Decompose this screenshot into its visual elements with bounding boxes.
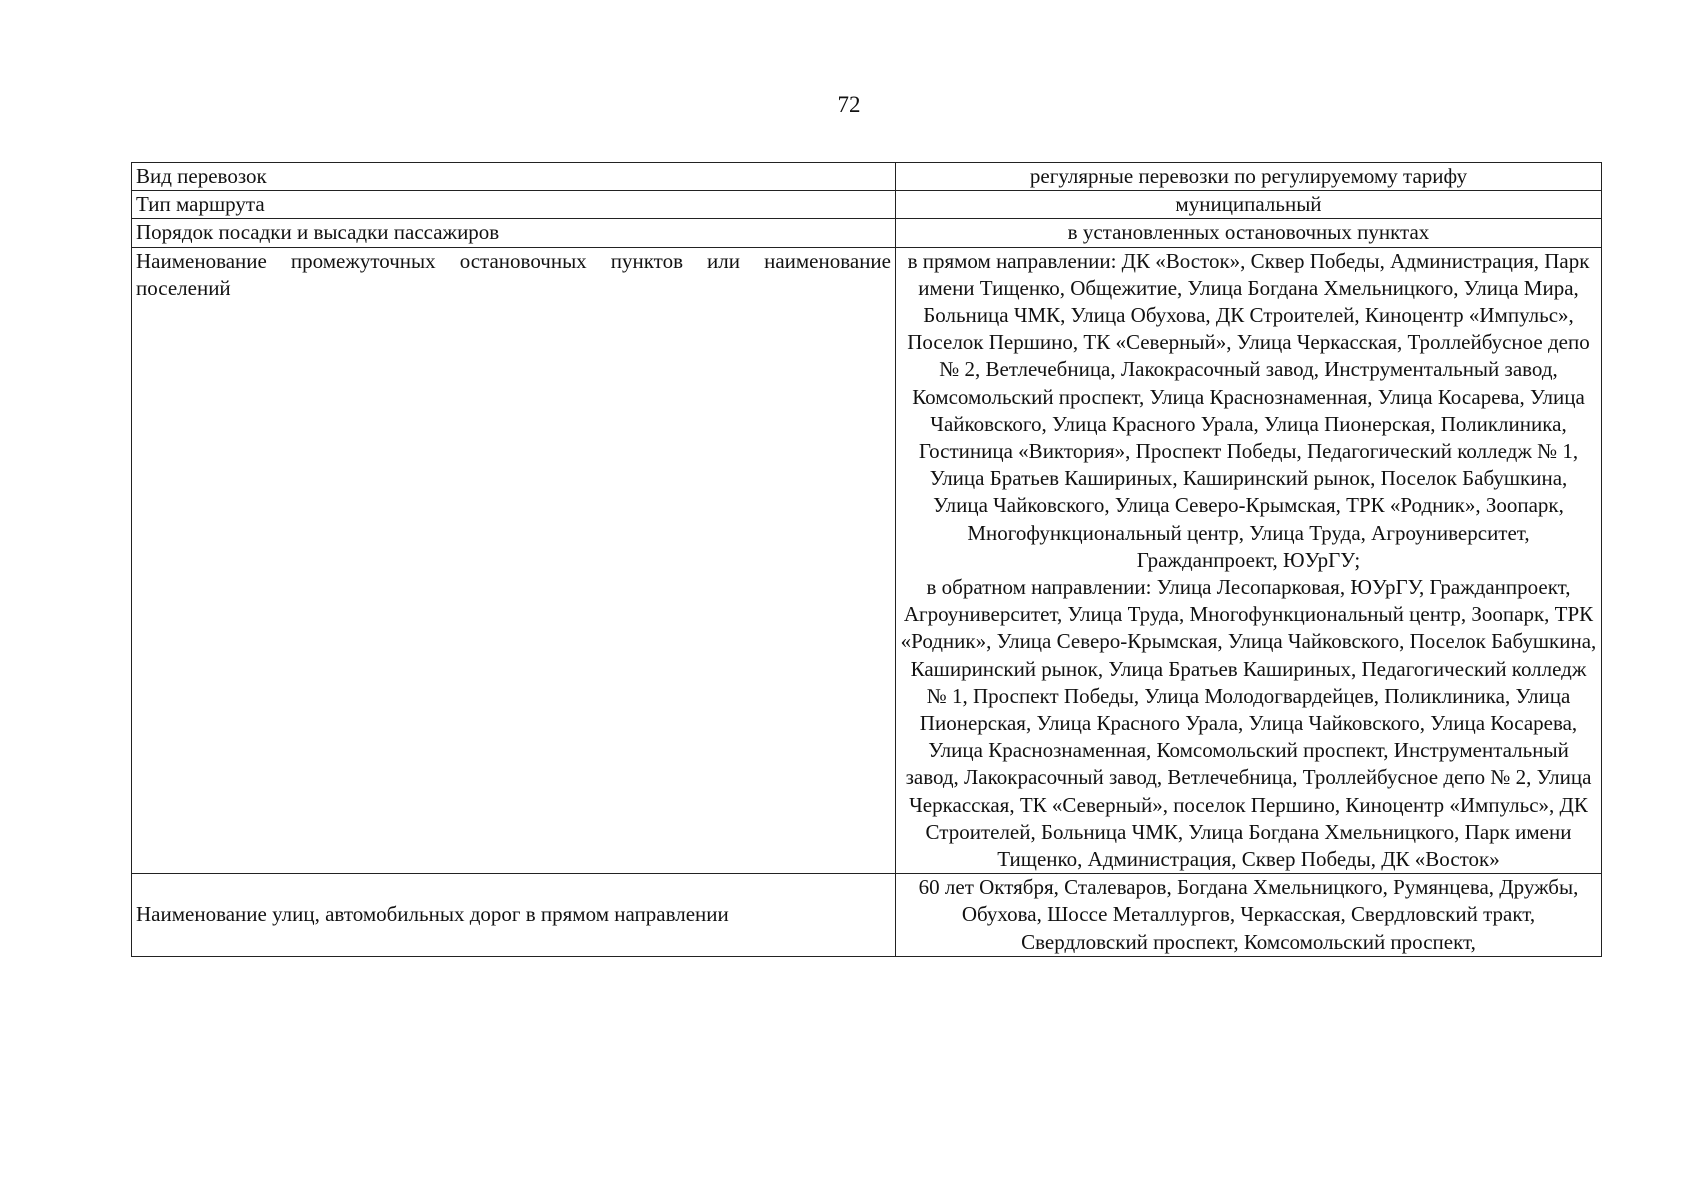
row-value-intermediate-stops bbox=[896, 247, 1602, 874]
row-value-boarding-order: в установленных остановочных пунктах bbox=[896, 219, 1602, 247]
row-label-boarding-order: Порядок посадки и высадки пассажиров bbox=[132, 219, 896, 247]
row-value-transport-type: регулярные перевозки по регулируемому тарифу bbox=[896, 163, 1602, 191]
stops-backward-direction: в обратном направлении: Улица Лесопарковая, ЮУрГУ, Гражданпроект, Агроуниверситет, Улица Труда, Многофункциональный центр, Зоопарк, ТРК «Родник», Улица Северо-Крымская, Улица Чайковского, Поселок Бабушкина, Каширинский рынок, Улица Братьев Кашириных, Педагогический колледж № 1, Проспект Победы, Улица Молодогвардейцев, Поликлиника, Улица Пионерская, Улица Красного Урала, Улица Чайковского, Улица Косарева, Улица Краснознаменная, Комсомольский проспект, Инструментальный завод, Лакокрасочный завод, Ветлечебница, Троллейбусное депо № 2, Улица Черкасская, ТК «Северный», поселок Першино, Киноцентр «Импульс», ДК Строителей, Больница ЧМК, Улица Богдана Хмельницкого, Парк имени Тищенко, Администрация, Сквер Победы, ДК «Восток» bbox=[900, 575, 1597, 872]
row-label-streets-forward: Наименование улиц, автомобильных дорог в прямом направлении bbox=[132, 874, 896, 957]
table-row-intermediate-stops bbox=[132, 247, 1602, 874]
page-number: 72 bbox=[837, 92, 861, 117]
table-row-route-type bbox=[132, 191, 1602, 219]
route-parameters-table bbox=[131, 162, 1602, 957]
row-value-streets-forward: 60 лет Октября, Сталеваров, Богдана Хмельницкого, Румянцева, Дружбы, Обухова, Шоссе Металлургов, Черкасская, Свердловский тракт, Свердловский проспект, Комсомольский проспект, bbox=[896, 874, 1602, 957]
row-label-intermediate-stops: Наименование промежуточных остановочных пунктов или наименование поселений bbox=[132, 247, 896, 874]
row-label-transport-type: Вид перевозок bbox=[132, 163, 896, 191]
table-row-streets-forward bbox=[132, 874, 1602, 957]
row-value-route-type: муниципальный bbox=[896, 191, 1602, 219]
table-row-transport-type bbox=[132, 163, 1602, 191]
stops-forward-direction: в прямом направлении: ДК «Восток», Сквер Победы, Администрация, Парк имени Тищенко, Общежитие, Улица Богдана Хмельницкого, Улица Мира, Больница ЧМК, Улица Обухова, ДК Строителей, Киноцентр «Импульс», Поселок Першино, ТК «Северный», Улица Черкасская, Троллейбусное депо № 2, Ветлечебница, Лакокрасочный завод, Инструментальный завод, Комсомольский проспект, Улица Краснознаменная, Улица Косарева, Улица Чайковского, Улица Красного Урала, Улица Пионерская, Поликлиника, Гостиница «Виктория», Проспект Победы, Педагогический колледж № 1, Улица Братьев Кашириных, Каширинский рынок, Поселок Бабушкина, Улица Чайковского, Улица Северо-Крымская, ТРК «Родник», Зоопарк, Многофункциональный центр, Улица Труда, Агроуниверситет, Гражданпроект, ЮУрГУ; bbox=[907, 248, 1590, 572]
row-label-route-type: Тип маршрута bbox=[132, 191, 896, 219]
table-row-boarding-order bbox=[132, 219, 1602, 247]
